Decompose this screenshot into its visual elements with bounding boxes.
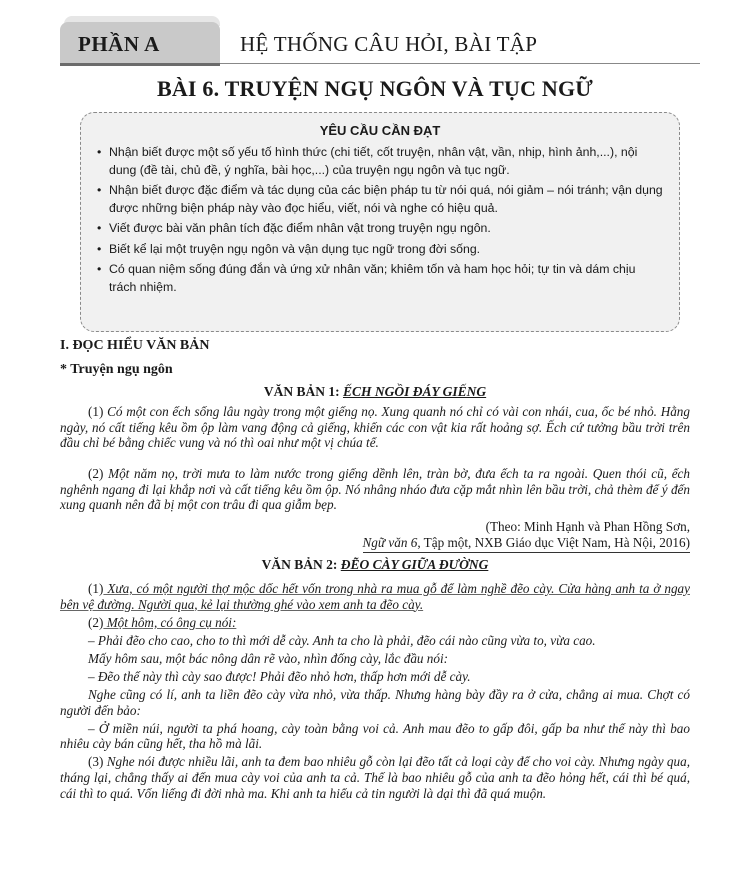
- requirement-item: • Nhận biết được đặc điểm và tác dụng của các biện pháp tu từ nói quá, nói giảm – nói tránh; vận dụng được những biện pháp này vào đọc hiểu, viết, nói và nghe có hiệu quả.: [97, 182, 663, 217]
- text2-paragraph: [60, 669, 690, 685]
- text1-title: [0, 384, 750, 400]
- text2-paragraph: [60, 651, 690, 667]
- text2-paragraph: [60, 615, 690, 631]
- part-divider: [220, 63, 700, 64]
- paragraph-number: (1): [88, 581, 104, 596]
- requirement-item: • Viết được bài văn phân tích đặc điểm nhân vật trong truyện ngụ ngôn.: [97, 220, 663, 238]
- requirement-item: • Nhận biết được một số yếu tố hình thức (chi tiết, cốt truyện, nhân vật, vần, nhịp, hình ảnh,...), nội dung (đề tài, chủ đề, ý nghĩa, bài học,...) của truyện ngụ ngôn và tục ngữ.: [97, 144, 663, 179]
- paragraph-number: (2): [88, 614, 104, 630]
- requirements-list: [97, 144, 663, 296]
- part-title: HỆ THỐNG CÂU HỎI, BÀI TẬP: [240, 32, 538, 56]
- paragraph-number: (1): [88, 404, 104, 419]
- text1-paragraph-2: [60, 466, 690, 513]
- text2-name: ĐẼO CÀY GIỮA ĐƯỜNG: [340, 557, 489, 572]
- text2-paragraph: [60, 687, 690, 718]
- text2-paragraph: [60, 754, 690, 801]
- requirements-title: YÊU CẦU CẦN ĐẠT: [319, 123, 441, 138]
- paragraph-number: (2): [88, 466, 104, 481]
- paragraph-text: Xưa, có một người thợ mộc dốc hết vốn trong nhà ra mua gỗ để làm nghề đẽo cày. Cửa hàng anh ta ở ngay bên vệ đường. Người qua, kẻ lại thường ghé vào xem anh ta đẽo cày.: [60, 581, 690, 612]
- requirements-box: [80, 112, 680, 332]
- paragraph-text: – Ở miền núi, người ta phá hoang, cày toàn bằng voi cả. Anh mau đẽo to gấp đôi, gấp ba như thế này thì bao nhiêu cày bán cũng hết, tha hồ mà lãi.: [60, 720, 690, 752]
- sub-heading: * Truyện ngụ ngôn: [60, 362, 173, 377]
- text2-paragraph: [60, 581, 690, 612]
- paragraph-number: (3): [88, 754, 104, 770]
- paragraph-text: Nghe nói được nhiều lãi, anh ta đem bao nhiêu gỗ còn lại đẽo tất cả loại cày để cho voi cày. Nhưng ngày qua, tháng lại, chẳng thấy ai đến mua cày voi của anh ta cả. Thế là bao nhiêu gỗ của anh ta đẽo hỏng hết, cái thì bé quá, cái thì to quá. Vốn liếng đi đời nhà ma. Khi anh ta hiểu cả tin người là dại thì đã quá muộn.: [60, 754, 690, 801]
- part-label: PHẦN A: [78, 32, 160, 56]
- requirement-item: • Có quan niệm sống đúng đắn và ứng xử nhân văn; khiêm tốn và ham học hỏi; tự tin và dám chịu trách nhiệm.: [97, 261, 663, 296]
- part-header: [60, 22, 700, 68]
- source-book: Ngữ văn 6: [362, 535, 418, 550]
- paragraph-text: Mấy hôm sau, một bác nông dân rẽ vào, nhìn đống cày, lắc đầu nói:: [88, 650, 449, 666]
- text2-label: VĂN BẢN 2:: [261, 557, 341, 572]
- text1-label: VĂN BẢN 1:: [263, 384, 343, 399]
- text1-source-line-2: [363, 535, 691, 553]
- text1-paragraph-1: [60, 404, 690, 451]
- text2-title: [0, 557, 750, 573]
- source-details: , Tập một, NXB Giáo dục Việt Nam, Hà Nội, 2016): [417, 535, 690, 550]
- paragraph-text: – Đẽo thế này thì cày sao được! Phải đẽo nhỏ hơn, thấp hơn mới dễ cày.: [88, 668, 471, 684]
- paragraph-text: Một năm nọ, trời mưa to làm nước trong giếng dềnh lên, tràn bờ, đưa ếch ta ra ngoài. Quen thói cũ, ếch nghênh ngang đi lại khắp nơi và cất tiếng kêu ồm ộp. Nó nhâng nháo đưa cặp mắt nhìn lên bầu trời, chả thèm để ý đến xung quanh nên đã bị một con trâu đi qua giẫm bẹp.: [60, 466, 690, 513]
- paragraph-text: Một hôm, có ông cụ nói:: [103, 614, 237, 630]
- lesson-title: BÀI 6. TRUYỆN NGỤ NGÔN VÀ TỤC NGỮ: [156, 76, 594, 101]
- text2-paragraph: [60, 633, 690, 649]
- paragraph-text: Nghe cũng có lí, anh ta liền đẽo cày vừa nhỏ, vừa thấp. Nhưng hàng bày đầy ra ở cửa, chẳng ai mua. Chợt có người đến bảo:: [60, 687, 690, 718]
- text1-source-line-1: (Theo: Minh Hạnh và Phan Hồng Sơn,: [485, 519, 690, 534]
- paragraph-text: – Phải đẽo cho cao, cho to thì mới dễ cày. Anh ta cho là phải, đẽo cái nào cũng vừa to, vừa cao.: [88, 632, 596, 648]
- text1-name: ẾCH NGỒI ĐÁY GIẾNG: [342, 384, 487, 399]
- text2-body: [60, 581, 690, 804]
- text2-paragraph: [60, 721, 690, 752]
- paragraph-text: Có một con ếch sống lâu ngày trong một giếng nọ. Xung quanh nó chỉ có vài con nhái, cua, ốc bé nhỏ. Hằng ngày, nó cất tiếng kêu ồm ộp làm vang động cả giếng, khiến các con vật kia rất hoảng sợ. Ếch cứ tưởng bầu trời trên đầu chỉ bé bằng chiếc vung và nó thì oai như một vị chúa tể.: [60, 404, 690, 451]
- requirement-item: • Biết kể lại một truyện ngụ ngôn và vận dụng tục ngữ trong đời sống.: [97, 241, 663, 259]
- section-heading: I. ĐỌC HIỂU VĂN BẢN: [60, 338, 210, 353]
